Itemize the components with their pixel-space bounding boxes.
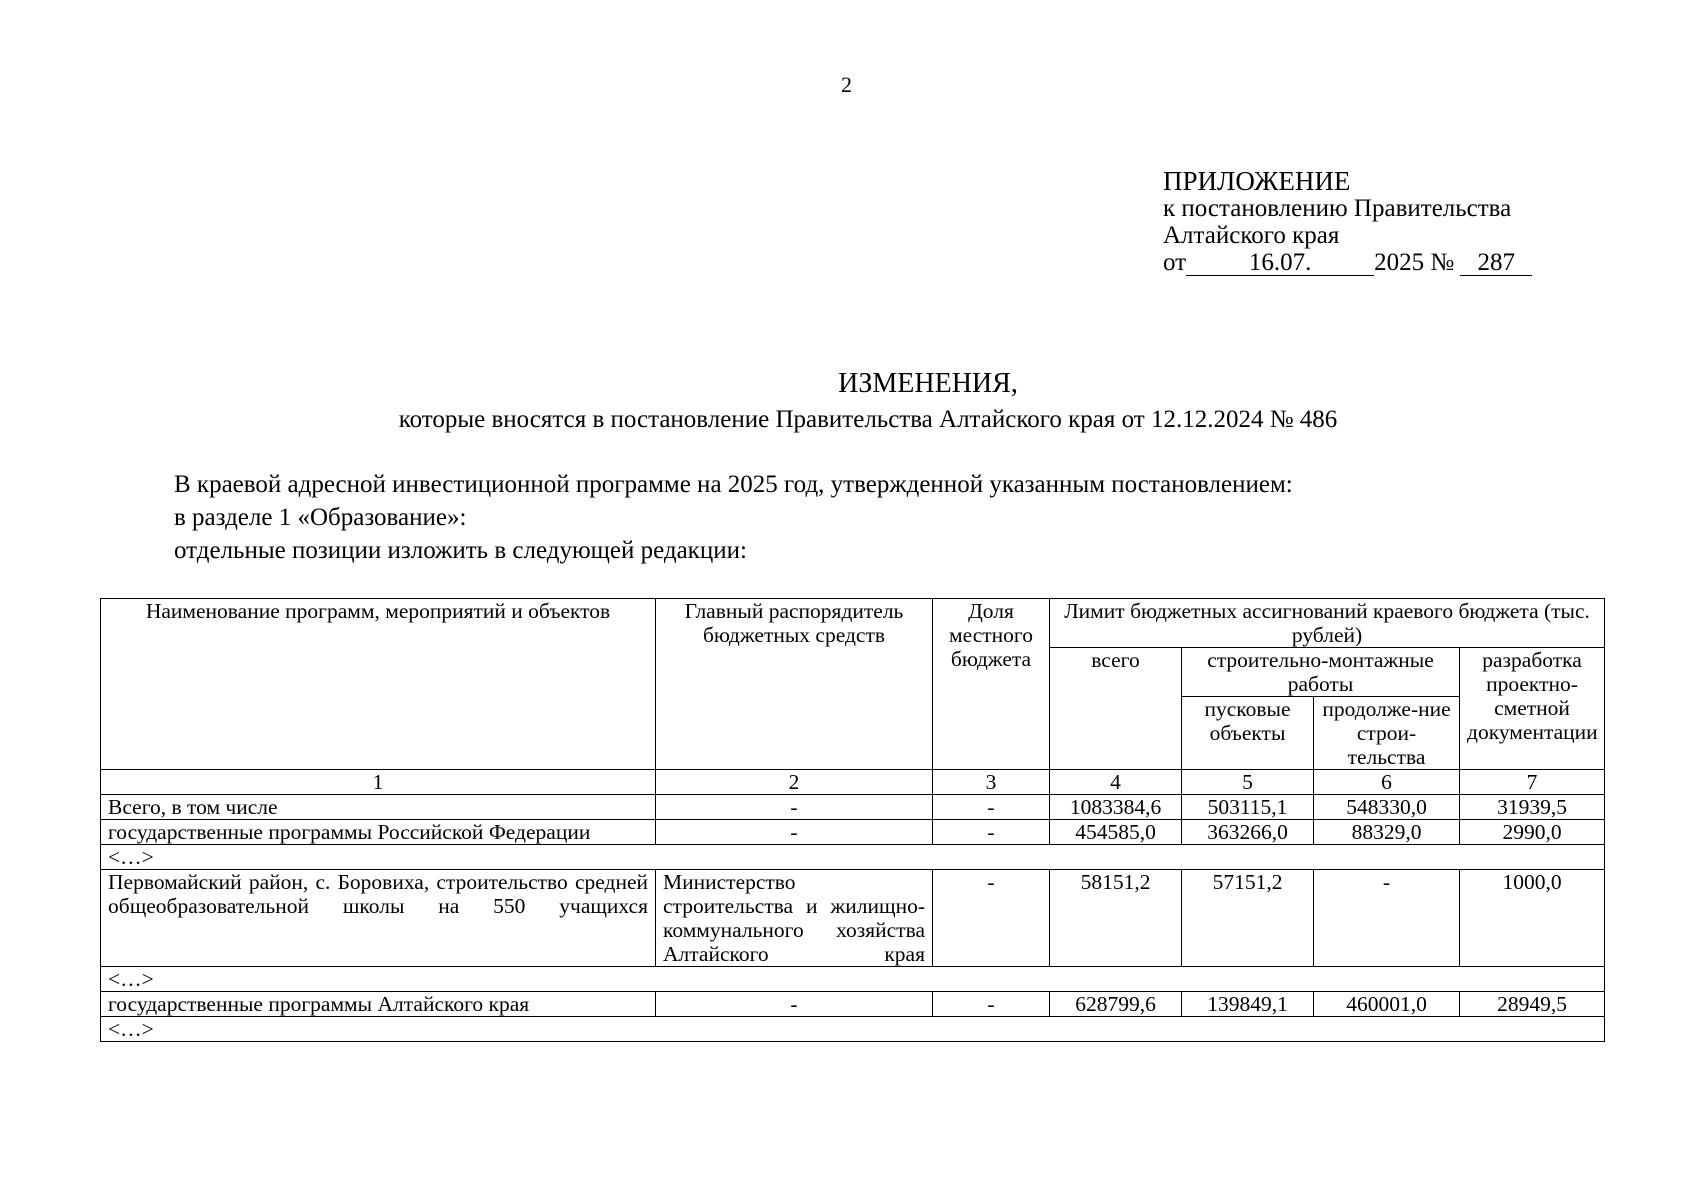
header-manager: Главный распорядитель бюджетных средств [656, 599, 933, 770]
column-number-row [101, 770, 1605, 795]
intro-line-3: отдельные позиции изложить в следующей редакции: [174, 537, 747, 564]
row-launch: 363266,0 [1182, 820, 1314, 845]
header-launch: пусковые объекты [1182, 697, 1314, 770]
row-name: Всего, в том числе [101, 795, 656, 820]
table-row [101, 992, 1605, 1017]
ellipsis-text: <…> [101, 845, 1605, 870]
row-manager: Министерство строительства и жилищно-коммунального хозяйства Алтайского края [656, 870, 933, 967]
row-design: 1000,0 [1460, 870, 1605, 967]
row-name: государственные программы Алтайского края [101, 992, 656, 1017]
row-local-share: - [933, 992, 1050, 1017]
appendix-title: ПРИЛОЖЕНИЕ [1163, 166, 1351, 196]
ellipsis-text: <…> [101, 1017, 1605, 1042]
appendix-date-line [1163, 249, 1532, 276]
appendix-line-1: к постановлению Правительства [1163, 195, 1512, 222]
row-name: государственные программы Российской Федерации [101, 820, 656, 845]
appendix-year: 2025 № [1374, 249, 1455, 276]
row-local-share: - [933, 795, 1050, 820]
row-manager: - [656, 992, 933, 1017]
row-design: 2990,0 [1460, 820, 1605, 845]
row-total: 628799,6 [1050, 992, 1182, 1017]
intro-line-1: В краевой адресной инвестиционной программе на 2025 год, утвержденной указанным постановлением: [174, 471, 1293, 498]
appendix-number: 287 [1460, 250, 1532, 276]
header-continuation: продолже-ние строи-тельства [1314, 697, 1460, 770]
ellipsis-row [101, 967, 1605, 992]
row-design: 31939,5 [1460, 795, 1605, 820]
row-continuation: 460001,0 [1314, 992, 1460, 1017]
table-row [101, 870, 1605, 967]
appendix-date: 16.07. [1186, 250, 1374, 276]
column-number: 1 [101, 770, 656, 795]
header-limit: Лимит бюджетных ассигнований краевого бюджета (тыс. рублей) [1050, 599, 1605, 648]
row-manager: - [656, 795, 933, 820]
appendix-date-prefix: от [1163, 249, 1187, 276]
table-row [101, 795, 1605, 820]
header-design: разработка проектно-сметной документации [1460, 648, 1605, 770]
row-continuation: - [1314, 870, 1460, 967]
row-continuation: 88329,0 [1314, 820, 1460, 845]
column-number: 3 [933, 770, 1050, 795]
page-number: 2 [841, 72, 852, 97]
row-manager: - [656, 820, 933, 845]
row-launch: 57151,2 [1182, 870, 1314, 967]
appendix-block [1163, 168, 1532, 276]
row-design: 28949,5 [1460, 992, 1605, 1017]
row-local-share: - [933, 820, 1050, 845]
intro-line-2: в разделе 1 «Образование»: [174, 504, 467, 531]
row-total: 1083384,6 [1050, 795, 1182, 820]
ellipsis-row [101, 845, 1605, 870]
document-title: ИЗМЕНЕНИЯ, [838, 368, 1018, 399]
header-local-share: Доля местного бюджета [933, 599, 1050, 770]
row-launch: 139849,1 [1182, 992, 1314, 1017]
intro-text [174, 468, 1293, 567]
document-subtitle: которые вносятся в постановление Правительства Алтайского края от 12.12.2024 № 486 [398, 406, 1338, 433]
table-row [101, 820, 1605, 845]
document-title-block [0, 368, 1696, 436]
investment-table [100, 598, 1605, 1042]
appendix-line-2: Алтайского края [1163, 222, 1340, 249]
row-local-share: - [933, 870, 1050, 967]
column-number: 4 [1050, 770, 1182, 795]
ellipsis-row [101, 1017, 1605, 1042]
header-total: всего [1050, 648, 1182, 770]
header-construction: строительно-монтажные работы [1182, 648, 1460, 697]
ellipsis-text: <…> [101, 967, 1605, 992]
row-continuation: 548330,0 [1314, 795, 1460, 820]
column-number: 5 [1182, 770, 1314, 795]
row-launch: 503115,1 [1182, 795, 1314, 820]
header-name: Наименование программ, мероприятий и объектов [101, 599, 656, 770]
column-number: 2 [656, 770, 933, 795]
column-number: 6 [1314, 770, 1460, 795]
row-total: 58151,2 [1050, 870, 1182, 967]
column-number: 7 [1460, 770, 1605, 795]
row-name: Первомайский район, с. Боровиха, строительство средней общеобразовательной школы на 550 учащихся [101, 870, 656, 967]
row-total: 454585,0 [1050, 820, 1182, 845]
